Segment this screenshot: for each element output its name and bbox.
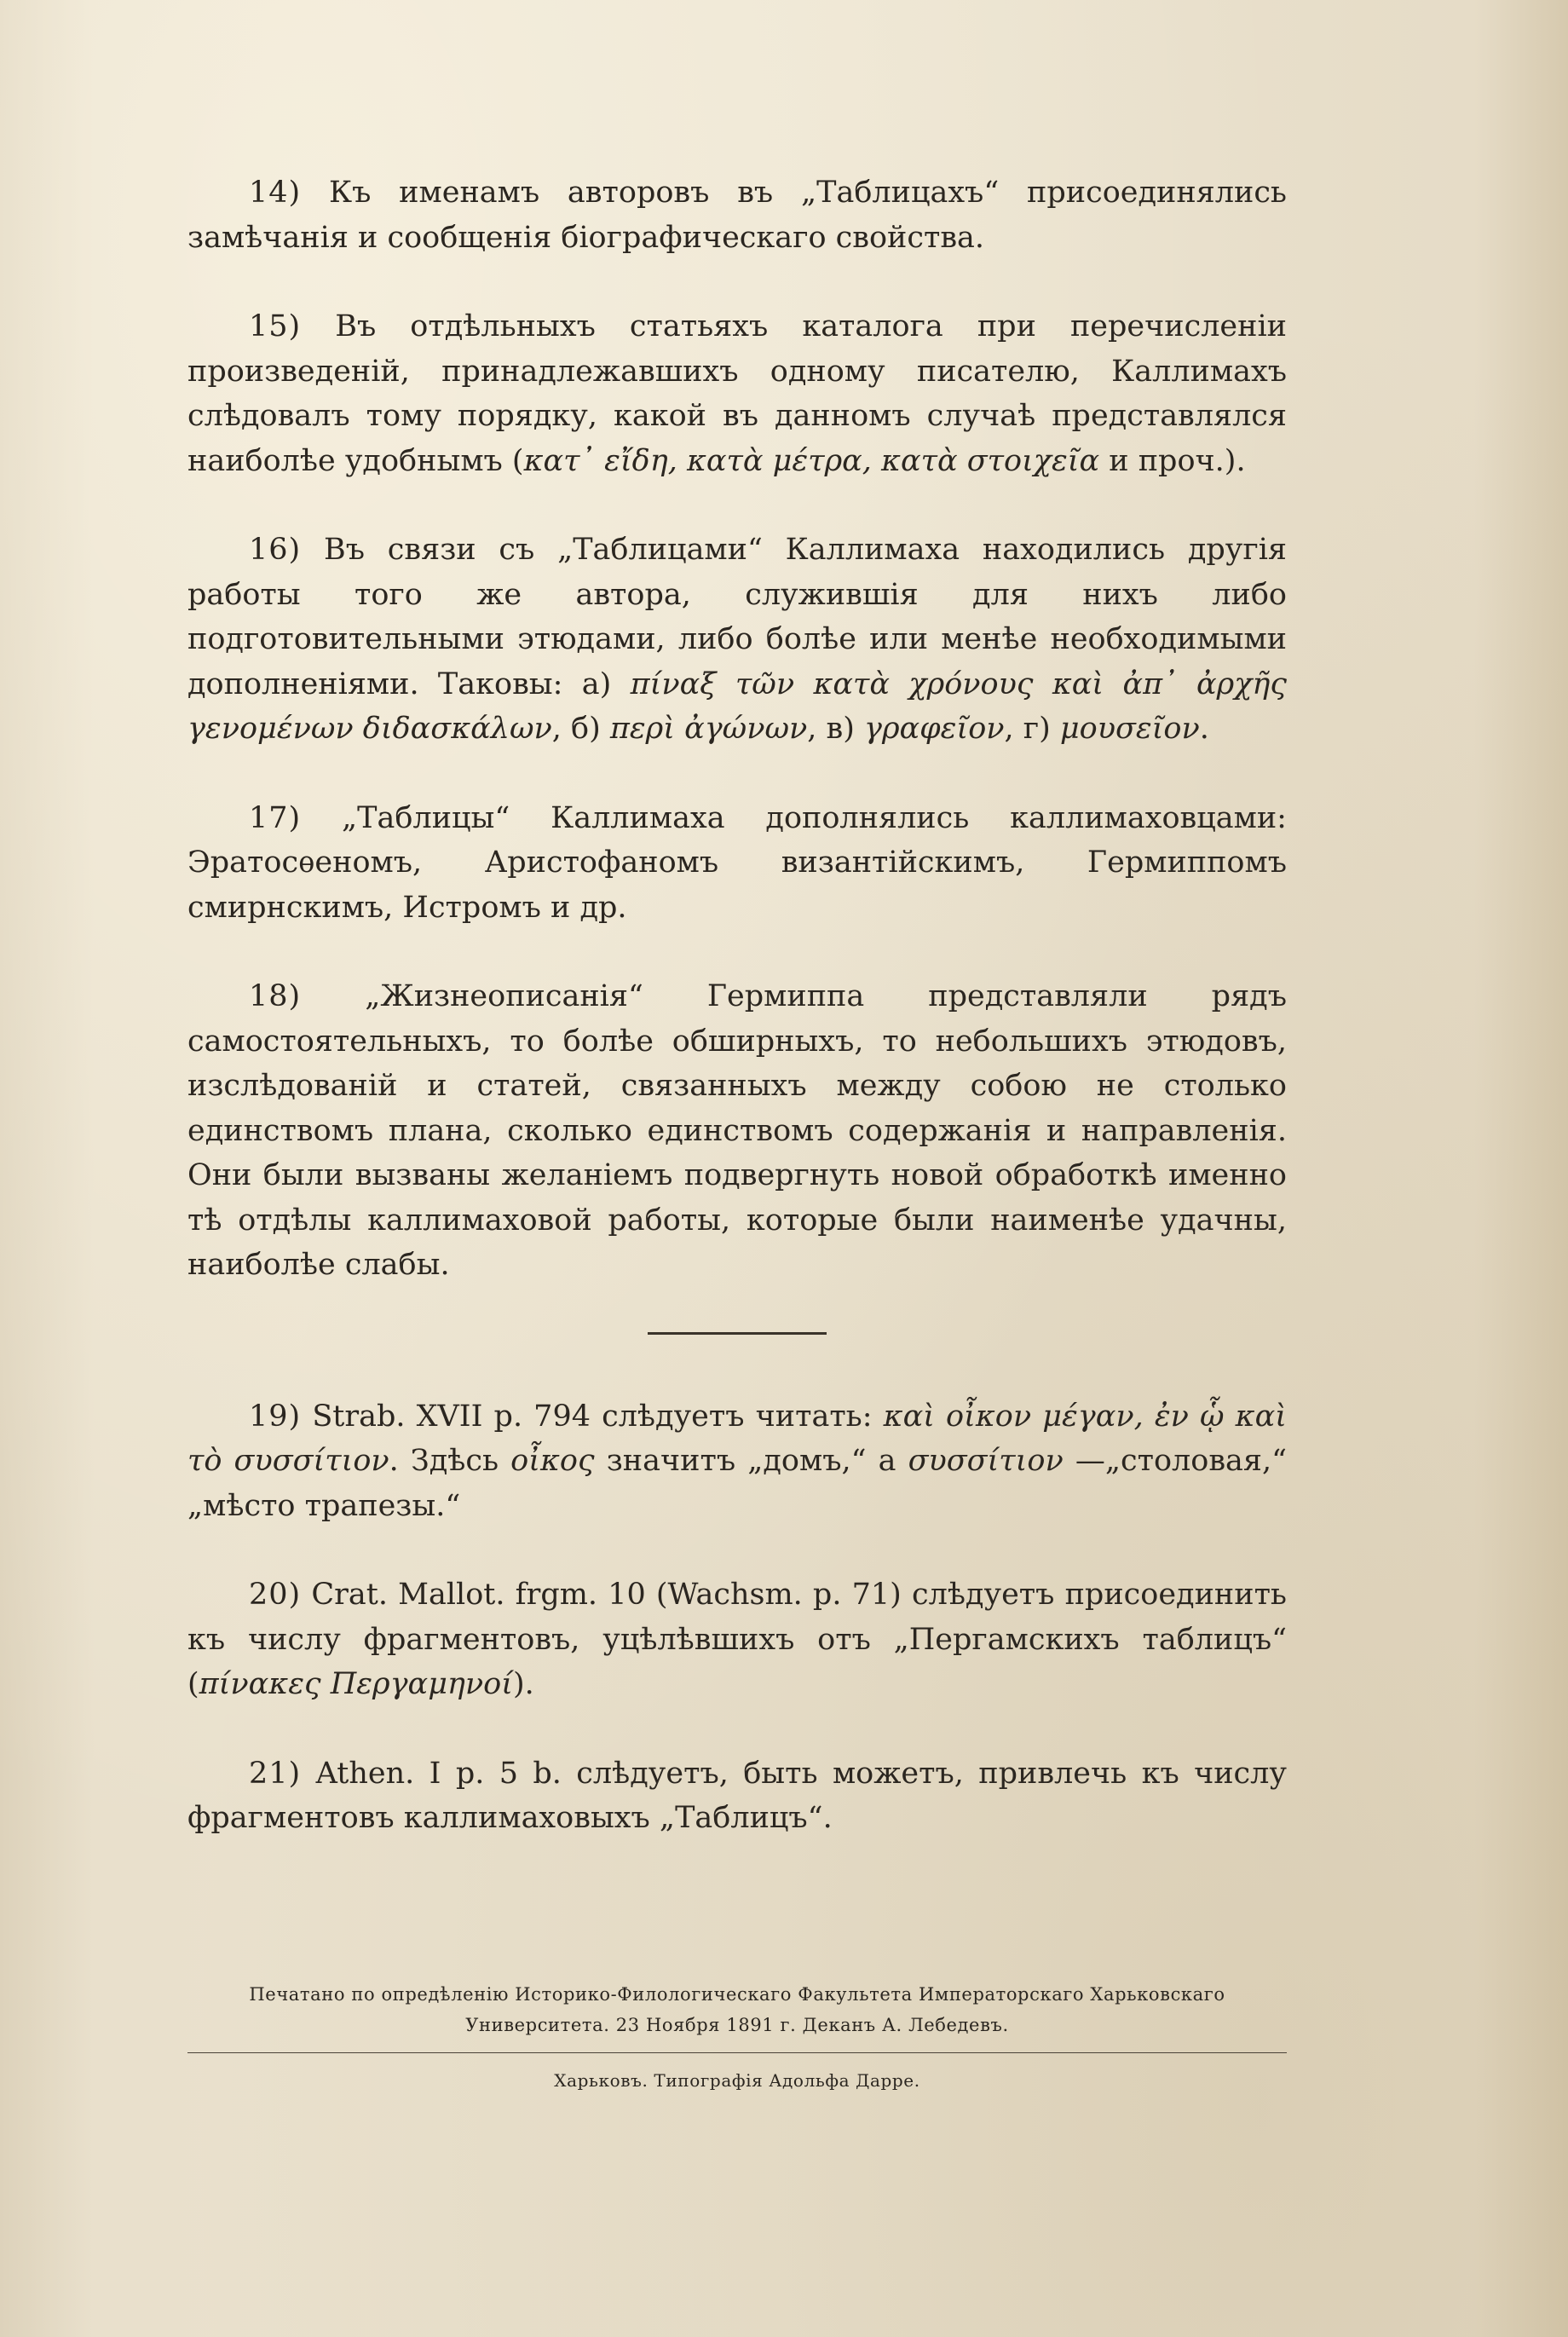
paragraph-text: . — [1199, 712, 1209, 746]
greek-phrase: οἶκος — [510, 1444, 595, 1478]
paragraph-number: 14) — [249, 176, 302, 210]
paragraph-number: 16) — [249, 533, 302, 567]
paragraph-number: 15) — [249, 309, 302, 343]
paragraph-text: Въ связи съ „Таблицами“ Каллимаха находились другія работы того же автора, служившія для нихъ либо подготовительными этюдами, либо болѣе или менѣе необходимыми дополненіями. Таковы: а) — [187, 533, 1287, 701]
paragraph-text: , б) — [551, 712, 610, 746]
section-divider — [648, 1332, 827, 1335]
paragraph-15 — [187, 304, 1287, 483]
paragraph-text: , г) — [1004, 712, 1060, 746]
note-number: 21) — [249, 1756, 302, 1791]
note-text: . Здѣсь — [389, 1444, 511, 1478]
paragraph-14 — [187, 170, 1287, 260]
main-text — [187, 170, 1287, 1885]
note-text: ). — [512, 1667, 534, 1701]
imprint-note: Печатано по опредѣленію Историко-Филологическаго Факультета Императорскаго Харьковскаго Университета. 23 Ноября 1891 г. Деканъ А. Лебедевъ. — [249, 1984, 1225, 2035]
paragraph-18 — [187, 974, 1287, 1288]
note-19 — [187, 1394, 1287, 1529]
greek-phrase: περὶ ἀγώνων — [609, 712, 808, 746]
paragraph-text: „Таблицы“ Каллимаха дополнялись каллимаховцами: Эратосѳеномъ, Аристофаномъ византійскимъ, Гермиппомъ смирнскимъ, Истромъ и др. — [187, 800, 1287, 925]
paragraph-text: , в) — [807, 712, 865, 746]
note-text: Athen. I p. 5 b. слѣдуетъ, быть можетъ, привлечь къ числу фрагментовъ каллимаховыхъ „Таблицъ“. — [187, 1756, 1287, 1835]
note-text: значитъ „домъ,“ а — [594, 1444, 908, 1478]
note-text: Crat. Mallot. frgm. 10 (Wachsm. p. 71) слѣдуетъ присоединить къ числу фрагментовъ, уцѣлѣвшихъ отъ „Пергамскихъ таблицъ“ ( — [187, 1578, 1287, 1701]
paragraph-text: Въ отдѣльныхъ статьяхъ каталога при перечисленіи произведеній, принадлежавшихъ одному писателю, Каллимахъ слѣдовалъ тому порядку, какой въ данномъ случаѣ представлялся наиболѣе удобнымъ ( — [187, 309, 1287, 478]
paragraph-16 — [187, 528, 1287, 752]
greek-phrase: συσσίτιον — [908, 1444, 1064, 1478]
greek-phrase: κατ᾽ εἴδη, κατὰ μέτρα, κατὰ στοιχεῖα — [523, 443, 1100, 478]
greek-phrase: μουσεῖον — [1059, 712, 1200, 746]
note-text: —„столовая,“ „мѣсто трапезы.“ — [187, 1444, 1287, 1523]
paragraph-number: 18) — [249, 979, 302, 1013]
note-20 — [187, 1572, 1287, 1707]
note-21 — [187, 1751, 1287, 1841]
printer-line: Харьковъ. Типографія Адольфа Дарре. — [554, 2070, 920, 2091]
paragraph-text: Къ именамъ авторовъ въ „Таблицахъ“ присоединялись замѣчанія и сообщенія біографическаго свойства. — [187, 176, 1287, 255]
paragraph-number: 17) — [249, 800, 302, 835]
paragraph-17 — [187, 796, 1287, 931]
greek-phrase: γραφεῖον — [864, 712, 1005, 746]
note-number: 19) — [249, 1399, 302, 1434]
colophon — [187, 1979, 1287, 2091]
greek-phrase: πίναξ τῶν κατὰ χρόνους καὶ ἀπ᾽ ἀρχῆς γενομένων διδασκάλων — [187, 666, 1287, 746]
paragraph-text: „Жизнеописанія“ Гермиппа представляли рядъ самостоятельныхъ, то болѣе обширныхъ, то небольшихъ этюдовъ, изслѣдованій и статей, связанныхъ между собою не столько единствомъ плана, сколько единствомъ содержанія и направленія. Они были вызваны желаніемъ подвергнуть новой обработкѣ именно тѣ отдѣлы каллимаховой работы, которые были наименѣе удачны, наиболѣе слабы. — [187, 979, 1287, 1282]
footer-divider — [187, 2052, 1287, 2053]
note-text: Strab. XVII p. 794 слѣдуетъ читать: — [312, 1399, 884, 1434]
greek-phrase: πίνακες Περγαμηνοί — [199, 1667, 513, 1701]
paragraph-text: и проч.). — [1099, 443, 1246, 478]
note-number: 20) — [249, 1578, 302, 1612]
greek-phrase: καὶ οἶκον μέγαν, ἐν ᾧ καὶ τὸ συσσίτιον — [187, 1399, 1287, 1478]
